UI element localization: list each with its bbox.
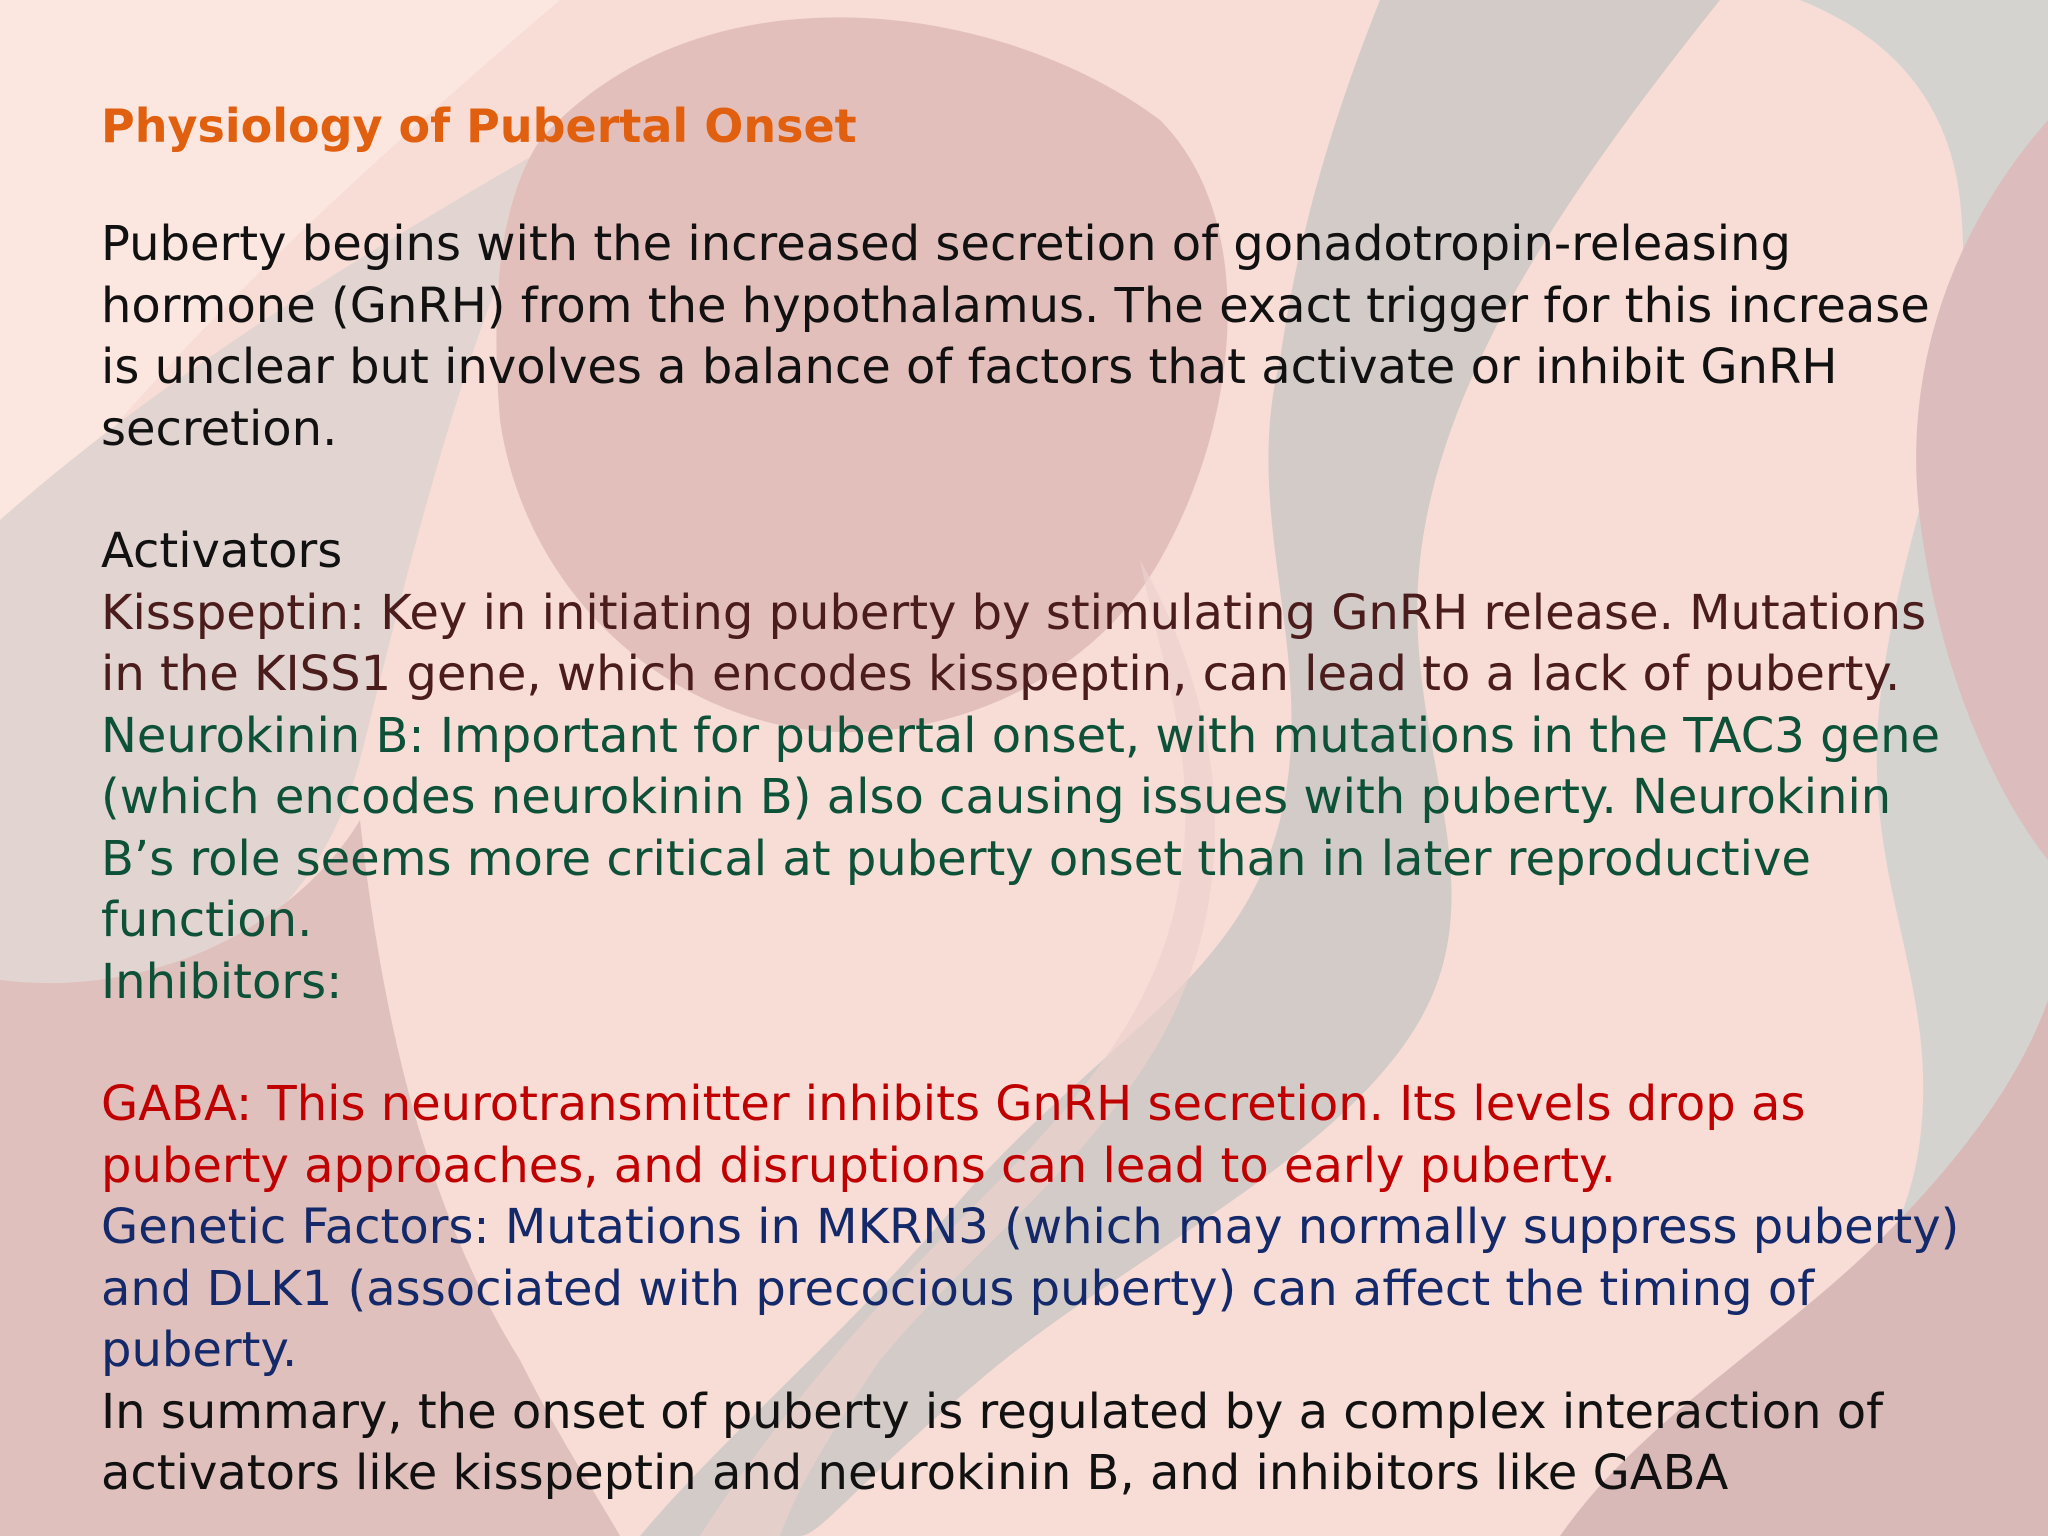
- genetic-factors-paragraph: Genetic Factors: Mutations in MKRN3 (which may normally suppress puberty) and DLK1 (associated with precocious puberty) can affect the timing of puberty.: [101, 1199, 1960, 1378]
- summary-paragraph: In summary, the onset of puberty is regulated by a complex interaction of activators like kisspeptin and neurokinin B, and inhibitors like GABA: [101, 1383, 1884, 1501]
- kisspeptin-paragraph: Kisspeptin: Key in initiating puberty by stimulating GnRH release. Mutations in the KISS1 gene, which encodes kisspeptin, can lead to a lack of puberty.: [101, 584, 1927, 702]
- neurokinin-paragraph: Neurokinin B: Important for pubertal onset, with mutations in the TAC3 gene (which encodes neurokinin B) also causing issues with puberty. Neurokinin B’s role seems more critical at puberty onset than in later reproductive function.: [101, 707, 1941, 948]
- document-body: [101, 90, 1961, 1505]
- activators-heading: Activators: [101, 523, 343, 579]
- intro-paragraph: Puberty begins with the increased secretion of gonadotropin-releasing hormone (GnRH) from the hypothalamus. The exact trigger for this increase is unclear but involves a balance of factors that activate or inhibit GnRH secretion.: [101, 216, 1930, 457]
- gaba-paragraph: GABA: This neurotransmitter inhibits GnRH secretion. Its levels drop as puberty approaches, and disruptions can lead to early puberty.: [101, 1076, 1806, 1194]
- page-title: Physiology of Pubertal Onset: [101, 99, 857, 153]
- inhibitors-heading: Inhibitors:: [101, 953, 343, 1010]
